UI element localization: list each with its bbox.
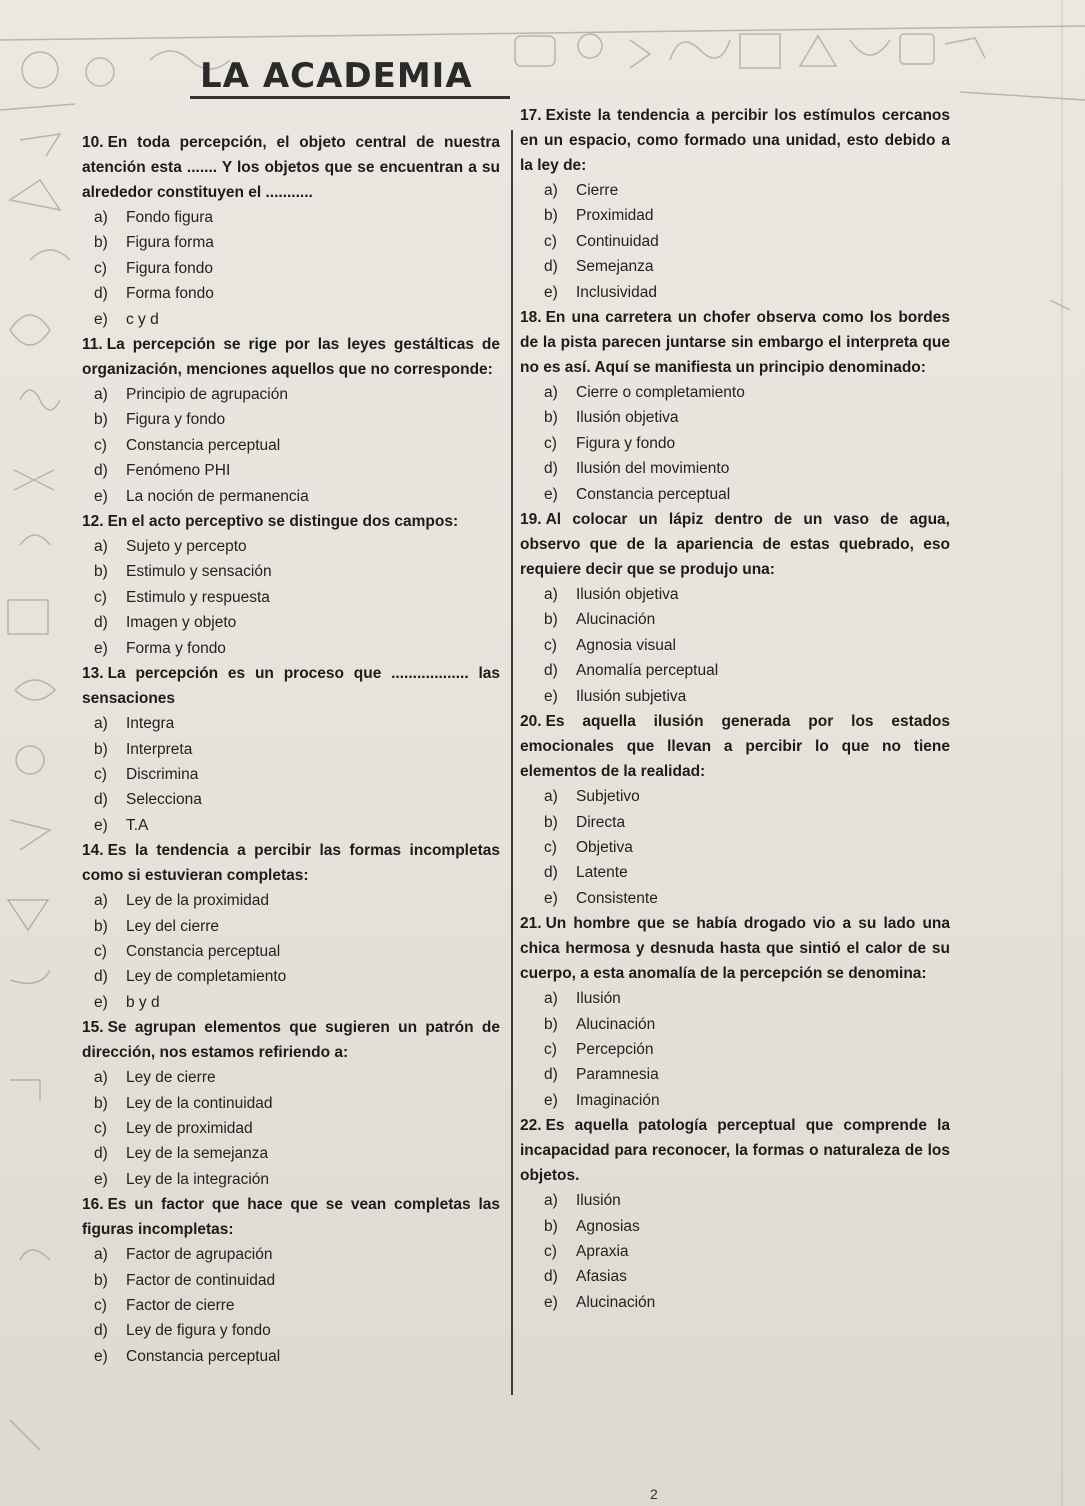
option[interactable]: b) Directa bbox=[544, 813, 626, 831]
option[interactable]: c) Continuidad bbox=[544, 232, 659, 250]
option[interactable]: d) Fenómeno PHI bbox=[94, 462, 231, 480]
option[interactable]: b) Figura y fondo bbox=[94, 411, 226, 429]
question-text: 10. En toda percepción, el objeto central de nuestra atención esta ....... Y los objetos que se encuentran a su alrededor constituyen el ........... bbox=[82, 134, 500, 201]
question-text: 12. En el acto perceptivo se distingue dos campos: bbox=[82, 513, 459, 531]
option[interactable]: d) Imagen y objeto bbox=[94, 614, 237, 632]
option[interactable]: a) Ilusión bbox=[544, 990, 621, 1008]
option[interactable]: d) Anomalía perceptual bbox=[544, 662, 719, 680]
option[interactable]: c) Objetiva bbox=[544, 838, 633, 856]
option[interactable]: d) Ley de la semejanza bbox=[94, 1145, 269, 1163]
option[interactable]: a) Ley de la proximidad bbox=[94, 892, 270, 910]
question-22 bbox=[520, 1113, 950, 1315]
question-21 bbox=[520, 911, 950, 1113]
option[interactable]: b) Alucinación bbox=[544, 1015, 656, 1033]
option[interactable]: d) Paramnesia bbox=[544, 1066, 659, 1084]
option[interactable]: c) Constancia perceptual bbox=[94, 942, 281, 960]
option[interactable]: c) Figura y fondo bbox=[544, 434, 676, 452]
option[interactable]: e) Constancia perceptual bbox=[94, 1347, 281, 1365]
option[interactable]: a) Fondo figura bbox=[94, 209, 214, 226]
page-title: LA ACADEMIA bbox=[200, 56, 473, 96]
option[interactable]: a) Principio de agrupación bbox=[94, 386, 288, 404]
option[interactable]: c) Percepción bbox=[544, 1040, 654, 1058]
page-number: 2 bbox=[650, 1486, 658, 1502]
question-text: 14. Es la tendencia a percibir las formas incompletas como si estuvieran completas: bbox=[82, 842, 500, 885]
option[interactable]: c) Apraxia bbox=[544, 1242, 629, 1260]
question-text: 19. Al colocar un lápiz dentro de un vaso de agua, observo que de la apariencia de estas quebrado, eso requiere decir que se produjo una: bbox=[520, 511, 950, 579]
option[interactable]: d) Latente bbox=[544, 864, 628, 882]
question-text: 13. La percepción es un proceso que .................. las sensaciones bbox=[82, 665, 500, 708]
option[interactable]: a) Integra bbox=[94, 715, 175, 733]
question-10 bbox=[82, 130, 500, 332]
option[interactable]: c) Agnosia visual bbox=[544, 636, 676, 654]
question-15 bbox=[82, 1015, 500, 1192]
option[interactable]: c) Discrimina bbox=[94, 765, 199, 783]
option[interactable]: c) Ley de proximidad bbox=[94, 1119, 253, 1137]
option[interactable]: b) Proximidad bbox=[544, 207, 654, 225]
question-text: 15. Se agrupan elementos que sugieren un patrón de dirección, nos estamos refiriendo a: bbox=[82, 1019, 500, 1062]
option[interactable]: b) Alucinación bbox=[544, 611, 656, 629]
column-divider bbox=[511, 130, 513, 1395]
question-12 bbox=[82, 509, 500, 661]
option[interactable]: b) Factor de continuidad bbox=[94, 1271, 276, 1289]
question-18 bbox=[520, 305, 950, 507]
option[interactable]: b) Ilusión objetiva bbox=[544, 409, 679, 427]
option[interactable]: e) Alucinación bbox=[544, 1293, 656, 1311]
question-text: 20. Es aquella ilusión generada por los estados emocionales que llevan a percibir lo que no tiene elementos de la realidad: bbox=[520, 713, 950, 781]
option[interactable]: c) Factor de cierre bbox=[94, 1297, 235, 1314]
question-13 bbox=[82, 661, 500, 838]
option[interactable]: b) Interpreta bbox=[94, 740, 193, 758]
option[interactable]: e) Ilusión subjetiva bbox=[544, 687, 687, 705]
question-16 bbox=[82, 1192, 500, 1369]
option[interactable]: e) Imaginación bbox=[544, 1091, 660, 1109]
title-underline bbox=[190, 96, 510, 99]
question-text: 21. Un hombre que se había drogado vio a su lado una chica hermosa y desnuda hasta que sintió el calor de su cuerpo, a esta anomalía de la percepción se denomina: bbox=[520, 915, 950, 983]
option[interactable]: d) Afasias bbox=[544, 1268, 627, 1286]
option[interactable]: a) Ilusión objetiva bbox=[544, 586, 679, 604]
option[interactable]: a) Subjetivo bbox=[544, 788, 640, 806]
option[interactable]: b) Ley de la continuidad bbox=[94, 1094, 273, 1112]
option[interactable]: c) Figura fondo bbox=[94, 259, 214, 277]
option[interactable]: e) c y d bbox=[94, 310, 159, 328]
question-text: 11. La percepción se rige por las leyes gestálticas de organización, menciones aquellos que no corresponde: bbox=[82, 336, 500, 379]
option[interactable]: e) b y d bbox=[94, 993, 160, 1011]
option[interactable]: e) Ley de la integración bbox=[94, 1170, 270, 1188]
doodle-circle-icon bbox=[22, 52, 58, 88]
question-19 bbox=[520, 507, 950, 709]
option[interactable]: a) Sujeto y percepto bbox=[94, 538, 247, 556]
option[interactable]: a) Factor de agrupación bbox=[94, 1246, 273, 1264]
option[interactable]: d) Forma fondo bbox=[94, 285, 214, 303]
option[interactable]: a) Cierre bbox=[544, 182, 619, 199]
option[interactable]: e) Inclusividad bbox=[544, 283, 657, 301]
option[interactable]: e) Constancia perceptual bbox=[544, 485, 731, 503]
option[interactable]: a) Cierre o completamiento bbox=[544, 384, 745, 402]
question-17 bbox=[520, 103, 950, 305]
option[interactable]: b) Figura forma bbox=[94, 234, 214, 252]
question-text: 22. Es aquella patología perceptual que comprende la incapacidad para reconocer, la formas o naturaleza de los objetos. bbox=[520, 1117, 950, 1185]
option[interactable]: b) Agnosias bbox=[544, 1217, 640, 1235]
question-text: 16. Es un factor que hace que se vean completas las figuras incompletas: bbox=[82, 1196, 500, 1239]
option[interactable]: d) Semejanza bbox=[544, 258, 654, 276]
question-11 bbox=[82, 332, 500, 509]
question-text: 17. Existe la tendencia a percibir los estímulos cercanos en un espacio, como formado una unidad, esto debido a la ley de: bbox=[520, 107, 950, 174]
option[interactable]: a) Ley de cierre bbox=[94, 1069, 216, 1087]
option[interactable]: e) Consistente bbox=[544, 889, 658, 907]
left-column bbox=[82, 130, 500, 1369]
question-14 bbox=[82, 838, 500, 1015]
option[interactable]: d) Ley de figura y fondo bbox=[94, 1322, 271, 1340]
option[interactable]: d) Ilusión del movimiento bbox=[544, 460, 730, 478]
option[interactable]: b) Estimulo y sensación bbox=[94, 563, 272, 581]
option[interactable]: a) Ilusión bbox=[544, 1192, 621, 1210]
option[interactable]: e) Forma y fondo bbox=[94, 639, 226, 657]
question-text: 18. En una carretera un chofer observa como los bordes de la pista parecen juntarse sin embargo el interpreta que no es así. Aquí se manifiesta un principio denominado: bbox=[520, 309, 950, 377]
right-column bbox=[520, 103, 950, 1315]
option[interactable]: d) Ley de completamiento bbox=[94, 968, 287, 986]
option[interactable]: c) Estimulo y respuesta bbox=[94, 588, 270, 606]
question-20 bbox=[520, 709, 950, 911]
option[interactable]: e) La noción de permanencia bbox=[94, 487, 309, 505]
option[interactable]: e) T.A bbox=[94, 816, 149, 834]
option[interactable]: b) Ley del cierre bbox=[94, 917, 220, 935]
option[interactable]: c) Constancia perceptual bbox=[94, 436, 281, 454]
option[interactable]: d) Selecciona bbox=[94, 791, 202, 809]
